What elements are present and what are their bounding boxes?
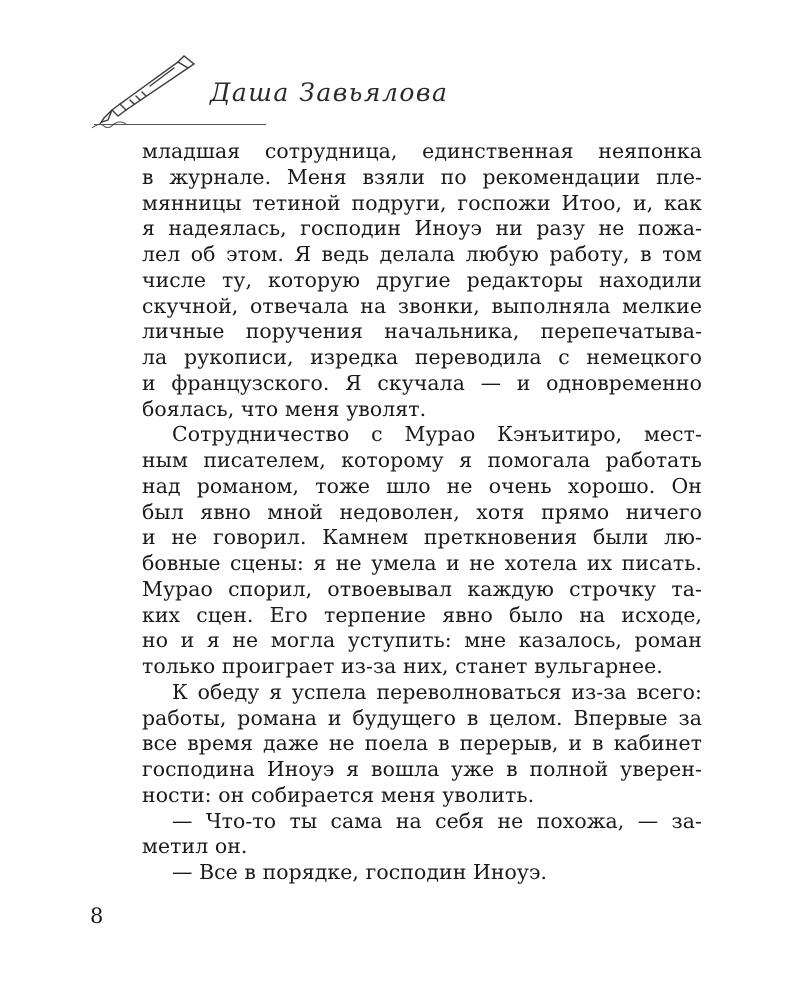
header-rule xyxy=(94,124,266,125)
text-line: все время даже не поела в перерыв, и в кабинет xyxy=(142,731,702,756)
author-name: Даша Завьялова xyxy=(210,78,449,107)
text-line: метил он. xyxy=(142,834,248,859)
text-line: ности: он собирается меня уволить. xyxy=(142,782,535,807)
text-line: ла рукописи, изредка переводила с немецкого xyxy=(142,345,702,369)
body-text xyxy=(142,139,702,886)
page-number: 8 xyxy=(90,904,104,928)
text-line: К обеду я успела переволноваться из-за всего: xyxy=(172,679,702,704)
text-line: и не говорил. Камнем преткновения были лю- xyxy=(142,525,702,550)
text-line: Сотрудничество с Мурао Кэнъитиро, мест- xyxy=(172,422,702,447)
running-header xyxy=(90,48,470,138)
text-line: но и я не могла уступить: мне казалось, роман xyxy=(142,628,702,653)
text-line: только проиграет из-за них, станет вульгарнее. xyxy=(142,654,663,678)
text-line: работы, романа и будущего в целом. Впервые за xyxy=(142,705,702,730)
text-line: лел об этом. Я ведь делала любую работу, в том xyxy=(142,242,702,266)
text-line: боялась, что меня уволят. xyxy=(142,396,427,421)
text-line: ких сцен. Его терпение явно было на исходе, xyxy=(142,602,702,627)
text-line: младшая сотрудница, единственная неяпонка xyxy=(142,139,702,163)
text-line: скучной, отвечала на звонки, выполняла мелкие xyxy=(142,293,702,318)
text-line: был явно мной недоволен, хотя прямо ничего xyxy=(142,499,702,524)
text-line: над романом, тоже шло не очень хорошо. Он xyxy=(142,473,702,498)
text-line: в журнале. Меня взяли по рекомендации пле- xyxy=(142,164,702,189)
text-line: и французского. Я скучала — и одновременно xyxy=(142,370,702,395)
text-line: ным писателем, которому я помогала работать xyxy=(142,448,702,472)
text-line: Мурао спорил, отвоевывал каждую строчку та- xyxy=(142,576,702,601)
text-line: я надеялась, господин Иноуэ ни разу не пожа- xyxy=(142,216,702,241)
text-line: бовные сцены: я не умела и не хотела их писать. xyxy=(142,551,702,575)
text-line: господина Иноуэ я вошла уже в полной уверен- xyxy=(142,757,702,781)
text-line: мянницы тетиной подруги, госпожи Итоо, и, как xyxy=(142,190,702,215)
text-line: — Все в порядке, господин Иноуэ. xyxy=(172,860,548,884)
text-line: личные поручения начальника, перепечатыва- xyxy=(142,319,702,344)
text-line: числе ту, которую другие редакторы находили xyxy=(142,267,702,292)
text-line: — Что-то ты сама на себя не похожа, — за- xyxy=(172,808,702,833)
